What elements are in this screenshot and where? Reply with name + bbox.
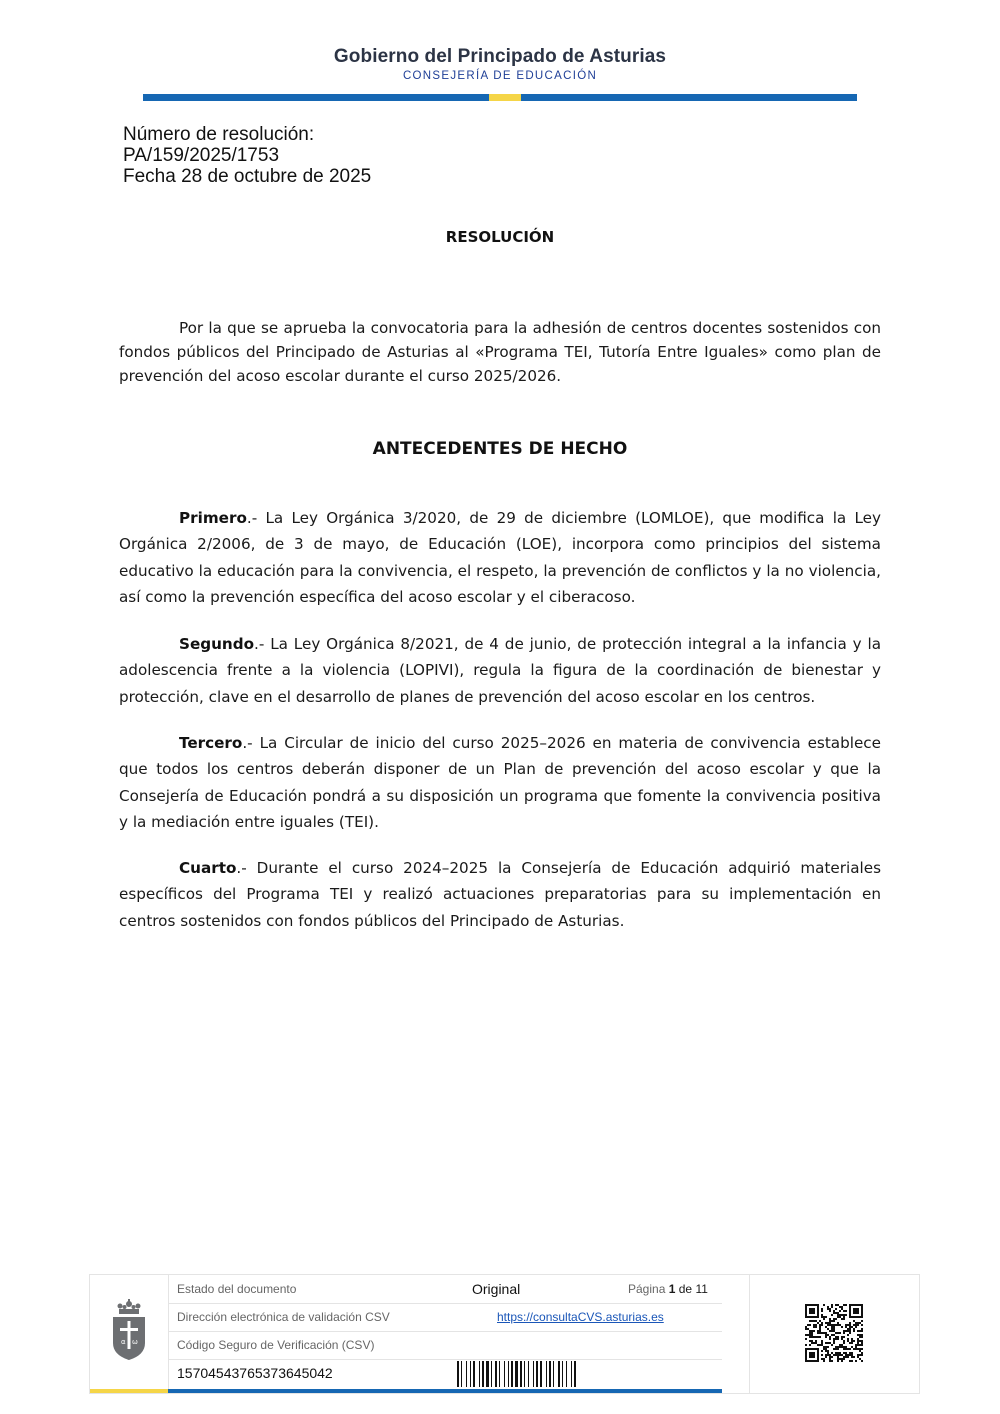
qr-code-icon (805, 1304, 863, 1362)
svg-text:ω: ω (132, 1338, 138, 1346)
verification-info (168, 1275, 722, 1393)
paragraph-text: .- La Circular de inicio del curso 2025–2026 en materia de convivencia establece que todos los centros deberán disponer de un Plan de prevención del acoso escolar y que la Consejería de Educación pondrá a su disposición un programa que fomente la convivencia positiva y la mediación entre iguales (TEI). (119, 734, 881, 831)
csv-url-row (168, 1303, 722, 1332)
csv-code-label: Código Seguro de Verificación (CSV) (177, 1338, 375, 1352)
resolution-block (123, 124, 371, 187)
resolution-date: Fecha 28 de octubre de 2025 (123, 166, 372, 187)
paragraph-primero (119, 505, 881, 610)
shield-accent-line (90, 1389, 168, 1393)
paragraph-text: .- Durante el curso 2024–2025 la Consejería de Educación adquirió materiales específicos del Programa TEI y realizó actuaciones preparatorias para su implementación en centros sostenidos con fondos públicos del Principado de Asturias. (119, 859, 881, 930)
resolution-number-label: Número de resolución: (123, 124, 315, 145)
csv-code: 15704543765373645042 (177, 1365, 333, 1381)
header-bar-blue-left (143, 94, 489, 101)
csv-code-row (168, 1359, 722, 1393)
csv-code-label-row (168, 1331, 722, 1360)
qr-cell (749, 1275, 920, 1393)
status-row (168, 1275, 722, 1304)
barcode-icon (457, 1361, 639, 1387)
intro-paragraph: Por la que se aprueba la convocatoria para la adhesión de centros docentes sostenidos con fondos públicos del Principado de Asturias al «Programa TEI, Tutoría Entre Iguales» como plan de prevención del acoso escolar durante el curso 2025/2026. (119, 319, 881, 385)
paragraph-tercero (119, 730, 881, 835)
page-prefix: Página (628, 1282, 666, 1296)
page-total: 11 (695, 1282, 708, 1296)
verification-footer (89, 1274, 920, 1394)
coat-of-arms-icon (111, 1299, 147, 1361)
paragraph-lead: Tercero (179, 734, 243, 752)
header-bar-yellow (489, 94, 521, 101)
info-accent-line (168, 1389, 722, 1393)
status-label: Estado del documento (177, 1282, 297, 1296)
paragraph-segundo (119, 631, 881, 710)
paragraph-text: .- La Ley Orgánica 3/2020, de 29 de diciembre (LOMLOE), que modifica la Ley Orgánica 2/2006, de 3 de mayo, de Educación (LOE), incorpora como principios del sistema educativo la educación para la convivencia, el respeto, la prevención de conflictos y la no violencia, así como la prevención específica del acoso escolar y el ciberacoso. (119, 509, 881, 606)
department-subtitle: CONSEJERÍA DE EDUCACIÓN (402, 70, 598, 82)
csv-url-link[interactable]: https://consultaCVS.asturias.es (497, 1310, 664, 1324)
paragraph-cuarto (119, 855, 881, 934)
page-indicator (628, 1282, 708, 1296)
header-bar-blue-right (521, 94, 857, 101)
svg-text:α: α (121, 1338, 126, 1346)
section-title: ANTECEDENTES DE HECHO (372, 439, 628, 459)
government-title: Gobierno del Principado de Asturias (333, 46, 667, 67)
csv-url-label: Dirección electrónica de validación CSV (177, 1310, 390, 1324)
page-sep: de (678, 1282, 693, 1296)
resolution-number: PA/159/2025/1753 (123, 145, 280, 166)
paragraph-lead: Primero (179, 509, 247, 527)
status-value: Original (472, 1281, 521, 1297)
page-current: 1 (668, 1282, 676, 1296)
paragraph-lead: Segundo (179, 635, 255, 653)
letterhead (0, 46, 1000, 82)
document-title: RESOLUCIÓN (445, 228, 555, 246)
paragraph-text: .- La Ley Orgánica 8/2021, de 4 de junio, de protección integral a la infancia y la adolescencia frente a la violencia (LOPIVI), regula la figura de la coordinación de bienestar y protección, clave en el desarrollo de planes de prevención del acoso escolar en los centros. (119, 635, 881, 706)
paragraph-lead: Cuarto (179, 859, 237, 877)
shield-cell (90, 1275, 169, 1393)
